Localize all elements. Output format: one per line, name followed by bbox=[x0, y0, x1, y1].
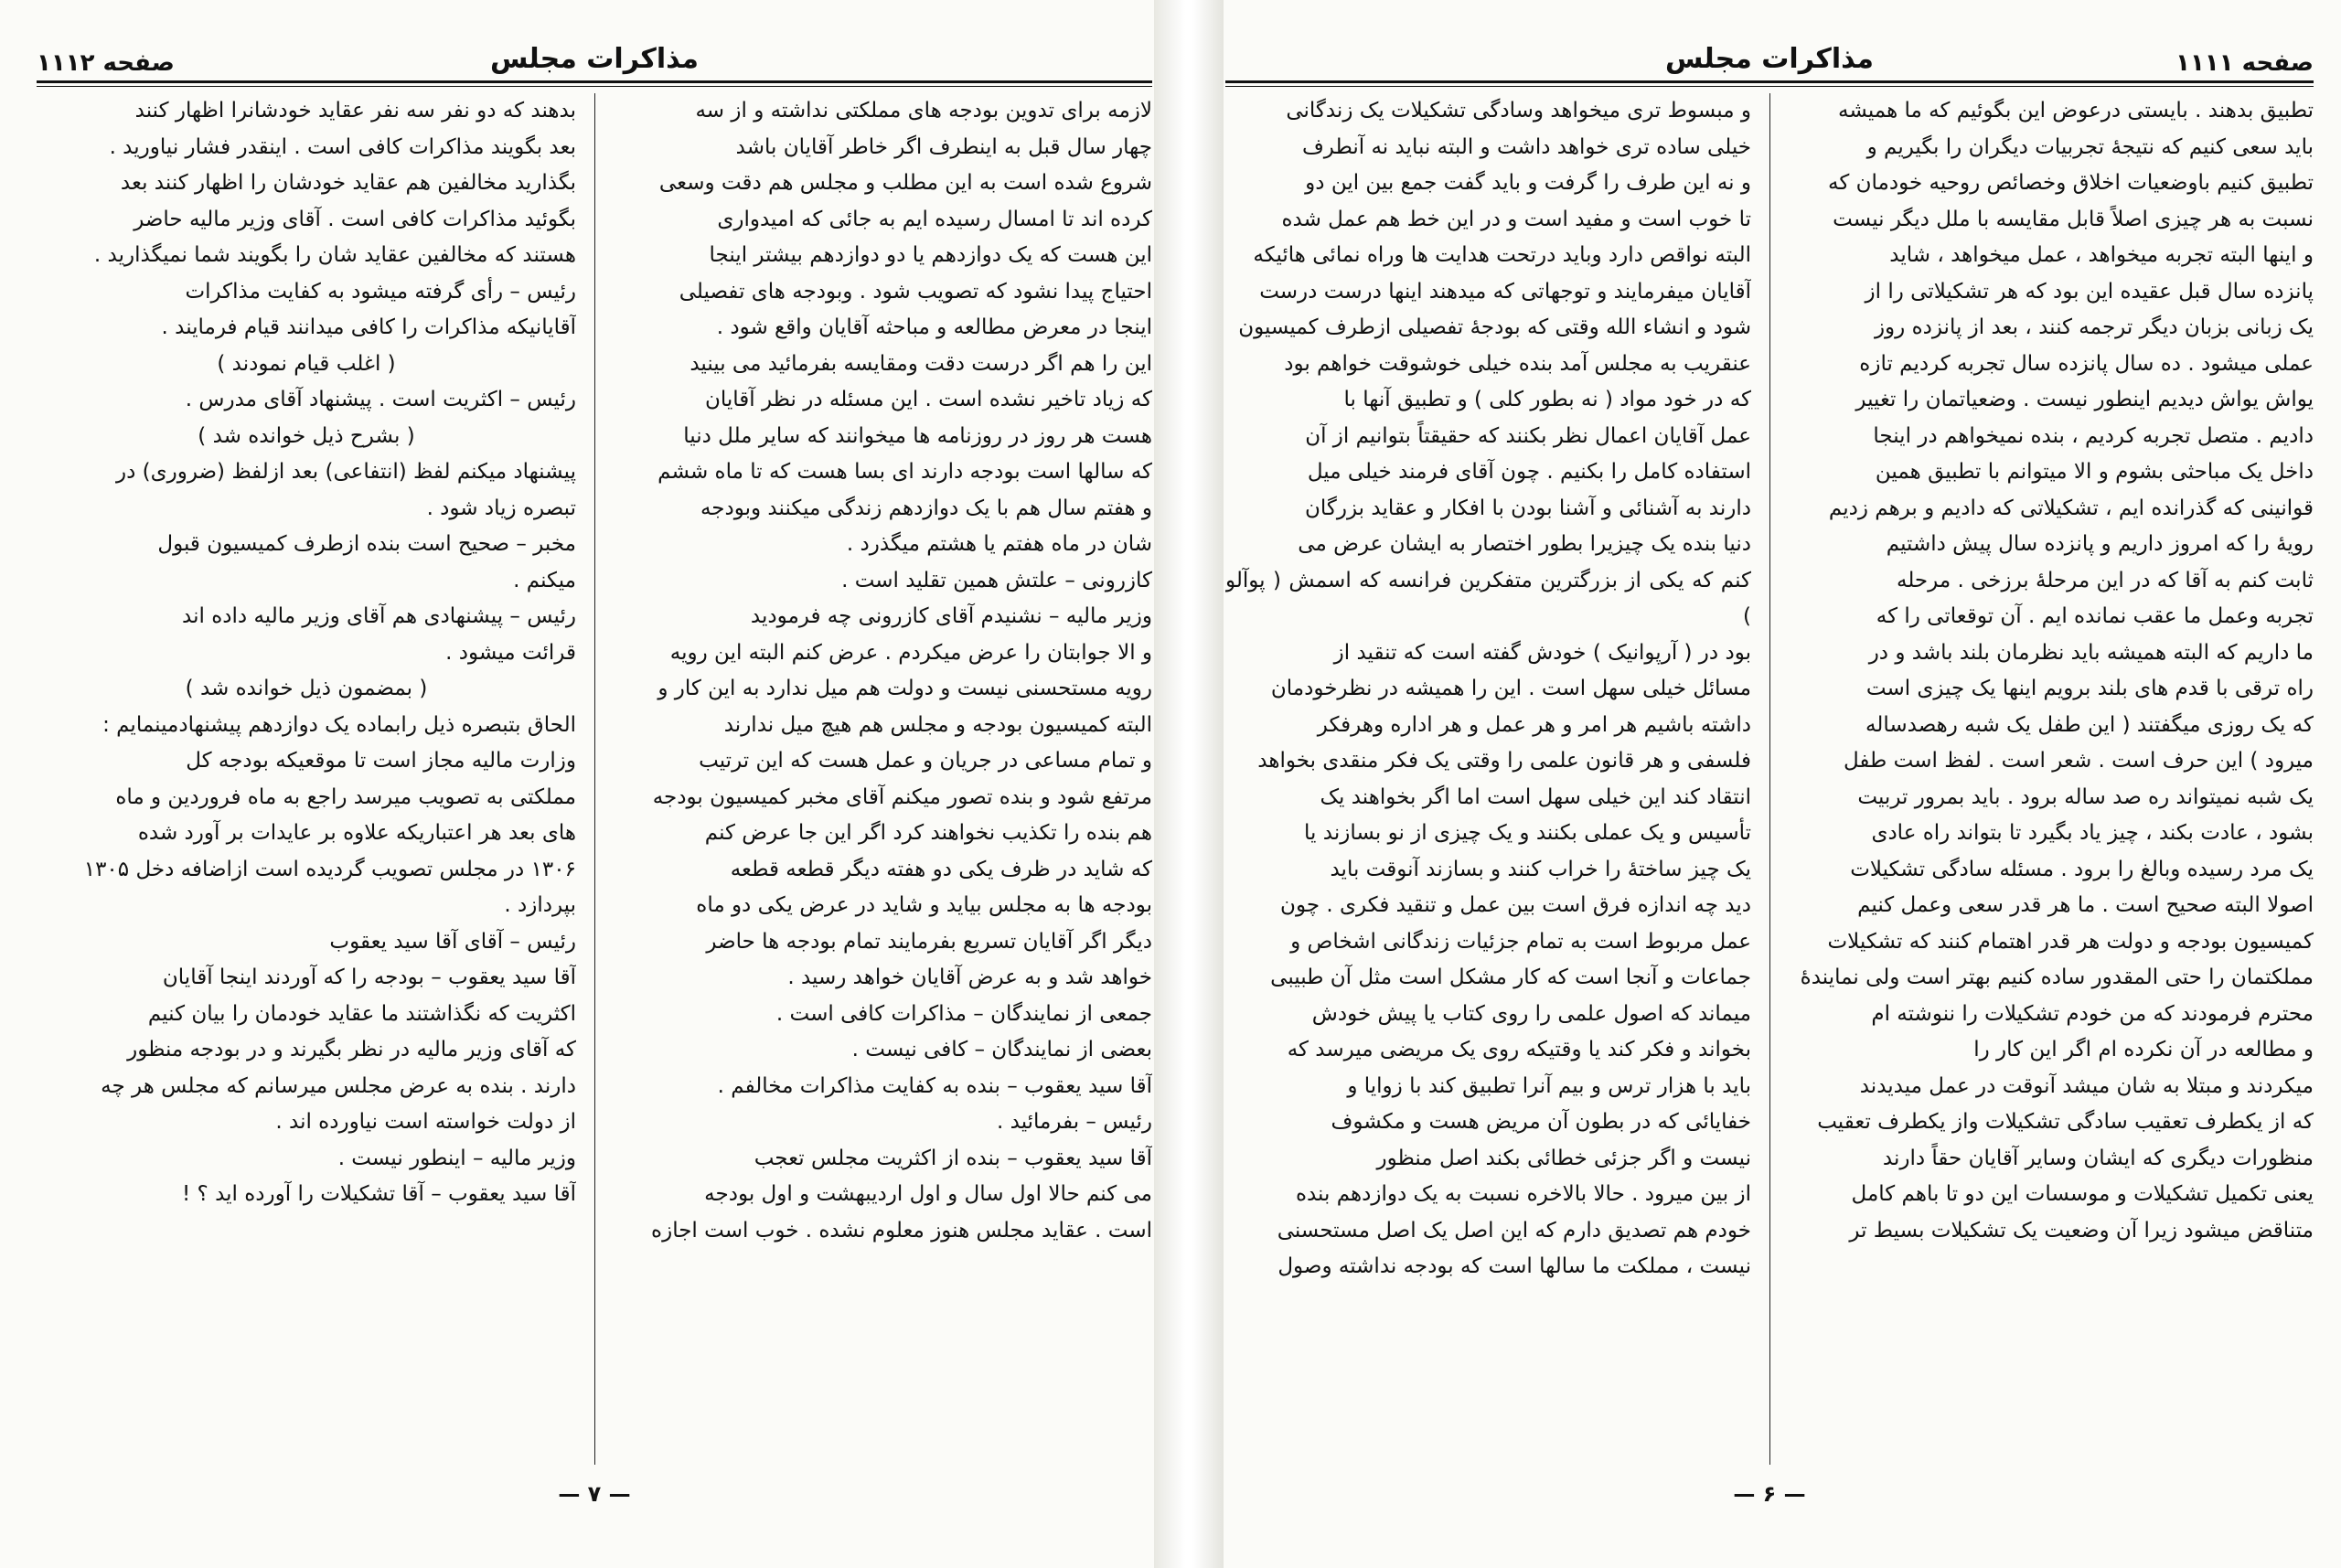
text-line: که یک روزی میگفتند ( این طفل یک شبه رهصدساله bbox=[1865, 712, 2314, 737]
right-page bbox=[1225, 0, 2314, 1568]
left-page bbox=[37, 0, 1152, 1568]
text-line: و الا جوابتان را عرض میکردم . عرض کنم البته این رویه bbox=[669, 640, 1152, 665]
text-line: منظورات دیگری که ایشان وسایر آقایان حقاً دارند bbox=[1882, 1146, 2314, 1170]
text-line: که آقای وزیر مالیه در نظر بگیرند و در بودجه منظور bbox=[127, 1038, 576, 1061]
text-line: تأسیس و یک عملی بکنند و یک چیزی از نو بسازند یا bbox=[1304, 821, 1751, 845]
text-line: که در خود مواد ( نه بطور کلی ) و تطبیق آنها با bbox=[1343, 388, 1751, 411]
text-line: اینجا در معرض مطالعه و مباحثه آقایان واقع شود . bbox=[716, 315, 1152, 339]
text-line: و تمام مساعی در جریان و عمل هست که این ترتیب bbox=[699, 749, 1152, 773]
text-line: جمعی از نمایندگان – مذاکرات کافی است . bbox=[775, 1001, 1152, 1026]
text-line: میکنم . bbox=[513, 568, 576, 592]
text-line: نیست ، مملکت ما سالها است که بودجه نداشته وصول bbox=[1277, 1254, 1751, 1278]
left-page-header-rule bbox=[37, 80, 1152, 87]
text-line: تطبیق کنیم باوضعیات اخلاق وخصائص روحیه خودمان که bbox=[1828, 171, 2314, 195]
text-line: عنقریب به مجلس آمد بنده خیلی خوشوقت خواهم بود bbox=[1284, 351, 1751, 376]
text-line: و هفتم سال هم با یک دوازدهم زندگی میکنند وبودجه bbox=[700, 496, 1152, 520]
text-line: رئیس – آقای آقا سید یعقوب bbox=[329, 929, 576, 954]
text-line: ۱۳۰۶ در مجلس تصویب گردیده است ازاضافه دخل ۱۳۰۵ bbox=[83, 857, 576, 881]
text-line: مملکتمان را حتی المقدور ساده کنیم بهتر است ولی نمایندهٔ bbox=[1800, 965, 2314, 989]
text-line: آقا سید یعقوب – آقا تشکیلات را آورده اید ؟ ! bbox=[182, 1182, 576, 1206]
text-line: دید چه اندازه فرق است بین عمل و تنقید فکری . چون bbox=[1280, 893, 1751, 917]
left-page-header-title: مذاکرات مجلس bbox=[489, 43, 700, 75]
text-line: باید با هزار ترس و بیم آنرا تطبیق کند با زوایا و bbox=[1347, 1073, 1751, 1098]
text-line: مرتفع شود و بنده تصور میکنم آقای مخبر کمیسیون بودجه bbox=[652, 784, 1152, 809]
text-line: بدهند که دو نفر سه نفر عقاید خودشانرا اظهار کنند bbox=[134, 99, 576, 123]
text-line: دیگر اگر آقایان تسریع بفرمایند تمام بودجه ها حاضر bbox=[706, 929, 1152, 954]
text-line: رویهٔ را که امروز داریم و پانزده سال پیش داشتیم bbox=[1886, 532, 2314, 556]
text-line: اکثریت که نگذاشتند ما عقاید خودمان را بیان کنیم bbox=[147, 1001, 576, 1026]
left-page-footer: — ۷ — bbox=[558, 1481, 631, 1507]
text-line: خیلی ساده تری خواهد داشت و البته نباید نه آنطرف bbox=[1301, 134, 1751, 159]
text-line: دنیا بنده یک چیزیرا بطور اختصار به ایشان عرض می bbox=[1298, 532, 1751, 556]
text-line: قرائت میشود . bbox=[445, 640, 576, 665]
text-line: ( اغلب قیام نمودند ) bbox=[217, 351, 396, 376]
text-line: که شاید در ظرف یکی دو هفته دیگر قطعه قطعه bbox=[730, 857, 1152, 881]
text-line: یواش یواش دیدیم اینطور نیست . وضعیاتمان را تغییر bbox=[1855, 388, 2314, 411]
text-line: باید سعی کنیم که نتیجهٔ تجربیات دیگران را بگیریم و bbox=[1866, 134, 2314, 159]
text-line: میماند که اصول علمی را روی کتاب یا پیش خودش bbox=[1311, 1001, 1751, 1026]
text-line: آقا سید یعقوب – بنده از اکثریت مجلس تعجب bbox=[754, 1146, 1152, 1170]
text-line: آقایانیکه مذاکرات را کافی میدانند قیام فرمایند . bbox=[161, 315, 576, 339]
text-line: قوانینی که گذرانده ایم ، تشکیلاتی که دادیم و برهم زدیم bbox=[1828, 496, 2314, 520]
text-line: بعضی از نمایندگان – کافی نیست . bbox=[851, 1038, 1152, 1061]
left-page-number: صفحه ۱۱۱۲ bbox=[37, 49, 175, 77]
text-line: می کنم حالا اول سال و اول اردیبهشت و اول بودجه bbox=[704, 1182, 1152, 1206]
text-line: کمیسیون بودجه و دولت هر قدر اهتمام کنند که تشکیلات bbox=[1827, 929, 2314, 954]
right-page-column-right bbox=[1788, 93, 2314, 1465]
text-line: وزارت مالیه مجاز است تا موقعیکه بودجه کل bbox=[186, 749, 576, 773]
text-line: رئیس – بفرمائید . bbox=[997, 1110, 1152, 1134]
text-line: متناقض میشود زیرا آن وضعیت یک تشکیلات بسیط تر bbox=[1849, 1218, 2314, 1243]
text-line: بودجه ها به مجلس بیاید و شاید در عرض یکی دو ماه bbox=[696, 893, 1152, 917]
text-line: وزیر مالیه – اینطور نیست . bbox=[337, 1146, 576, 1170]
left-page-header bbox=[37, 35, 1152, 77]
text-line: تا خوب است و مفید است و در این خط هم عمل شده bbox=[1281, 207, 1751, 231]
text-line: دادیم . متصل تجربه کردیم ، بنده نمیخواهم در اینجا bbox=[1873, 423, 2314, 448]
text-line: محترم فرمودند که من خودم تشکیلات را ننوشته ام bbox=[1871, 1001, 2314, 1026]
text-line: بخواند و فکر کند یا وقتیکه روی یک مریضی میرسد که bbox=[1287, 1038, 1751, 1061]
text-line: عملی میشود . ده سال پانزده سال تجربه کردیم تازه bbox=[1859, 351, 2314, 376]
text-line: و مطالعه در آن نکرده ام اگر این کار را bbox=[1973, 1038, 2314, 1061]
text-line: تطبیق بدهند . بایستی درعوض این بگوئیم که ما همیشه bbox=[1837, 99, 2314, 123]
text-line: بشود ، عادت بکند ، چیز یاد بگیرد تا بتواند راه عادی bbox=[1871, 821, 2314, 845]
text-line: و نه این طرف را گرفت و باید گفت جمع بین این دو bbox=[1305, 171, 1751, 195]
text-line: از بین میرود . حالا بالاخره نسبت به یک دوازدهم بنده bbox=[1295, 1182, 1751, 1206]
text-line: بگذارید مخالفین هم عقاید خودشان را اظهار کنند بعد bbox=[120, 171, 576, 195]
text-line: خودم هم تصدیق دارم که این اصل یک اصل مستحسنی bbox=[1277, 1218, 1751, 1243]
text-line: جماعات و آنجا است که کار مشکل است مثل آن طبیبی bbox=[1270, 965, 1751, 989]
text-line: هست هر روز در روزنامه ها میخوانند که سایر ملل دنیا bbox=[683, 423, 1152, 448]
right-page-footer: — ۶ — bbox=[1733, 1481, 1806, 1507]
text-line: دارند . بنده به عرض مجلس میرسانم که مجلس هر چه bbox=[101, 1073, 576, 1098]
text-line: عمل آقایان اعمال نظر بکنند که حقیقتاً بتوانیم از آن bbox=[1305, 423, 1751, 448]
right-page-number: صفحه ۱۱۱۱ bbox=[2175, 49, 2314, 77]
text-line: یک شبه نمیتواند ره صد ساله برود . باید بمرور تربیت bbox=[1857, 784, 2314, 809]
text-line: مملکتی به تصویب میرسد راجع به ماه فروردین و ماه bbox=[115, 784, 576, 809]
text-line: از دولت خواسته است نیاورده اند . bbox=[275, 1110, 576, 1134]
text-line: شان در ماه هفتم یا هشتم میگذرد . bbox=[846, 532, 1152, 556]
text-line: مسائل خیلی سهل است . این را همیشه در نظرخودمان bbox=[1270, 677, 1751, 700]
text-line: کرده اند تا امسال رسیده ایم به جائی که امیدواری bbox=[717, 207, 1152, 231]
text-line: داشته باشیم هر امر و هر عمل و هر اداره وهرفکر bbox=[1317, 712, 1751, 737]
text-line: بعد بگویند مذاکرات کافی است . اینقدر فشار نیاورید . bbox=[109, 134, 576, 159]
left-page-column-right bbox=[613, 93, 1152, 1465]
text-line: وزیر مالیه – نشنیدم آقای کازرونی چه فرمودید bbox=[750, 604, 1152, 628]
text-line: رئیس – اکثریت است . پیشنهاد آقای مدرس . bbox=[185, 388, 576, 411]
text-line: یک چیز ساختهٔ را خراب کنند و بسازند آنوقت باید bbox=[1330, 857, 1751, 881]
text-line: آقا سید یعقوب – بنده به کفایت مذاکرات مخالفم . bbox=[717, 1073, 1152, 1098]
text-line: این را هم اگر درست دقت ومقایسه بفرمائید می بینید bbox=[689, 351, 1152, 376]
text-line: انتقاد کند این خیلی سهل است اما اگر بخواهند یک bbox=[1320, 784, 1751, 809]
right-page-column-divider bbox=[1769, 93, 1770, 1465]
text-line: ( بمضمون ذیل خوانده شد ) bbox=[185, 677, 428, 700]
right-page-header-rule bbox=[1225, 80, 2314, 87]
text-line: خواهد شد و به عرض آقایان خواهد رسید . bbox=[787, 965, 1152, 989]
text-line: داخل یک مباحثی بشوم و الا میتوانم با تطبیق همین bbox=[1875, 460, 2314, 484]
text-line: رویه مستحسنی نیست و دولت هم میل ندارد به این کار و bbox=[657, 677, 1152, 700]
text-line: لازمه برای تدوین بودجه های مملکتی نداشته و از سه bbox=[695, 99, 1152, 123]
text-line: پانزده سال قبل عقیده این بود که هر تشکیلاتی را از bbox=[1865, 279, 2314, 304]
text-line: بگوئید مذاکرات کافی است . آقای وزیر مالیه حاضر bbox=[134, 207, 576, 231]
text-line: میرود ) این حرف است . شعر است . لفظ است طفل bbox=[1844, 749, 2314, 773]
left-page-column-left bbox=[37, 93, 576, 1465]
text-line: دارند به آشنائی و آشنا بودن با افکار و عقاید بزرگان bbox=[1305, 496, 1751, 520]
text-line: رئیس – پیشنهادی هم آقای وزیر مالیه داده اند bbox=[182, 604, 576, 628]
text-line: رئیس – رأی گرفته میشود به کفایت مذاکرات bbox=[185, 279, 576, 304]
text-line: هستند که مخالفین عقاید شان را بگویند شما نمیگذارید . bbox=[93, 243, 576, 267]
text-line: های بعد هر اعتباریکه علاوه بر عایدات بر آورد شده bbox=[137, 821, 576, 845]
text-line: که سالها است بودجه دارند ای بسا هست که تا ماه ششم bbox=[657, 460, 1152, 484]
text-line: هم بنده را تکذیب نخواهند کرد اگر این جا عرض کنم bbox=[704, 821, 1152, 845]
text-line: ( بشرح ذیل خوانده شد ) bbox=[198, 423, 415, 448]
text-line: بود در ( آرپوانیک ) خودش گفته است که تنقید از bbox=[1333, 640, 1751, 665]
text-line: نسبت به هر چیزی اصلاً قابل مقایسه با ملل دیگر نیست bbox=[1833, 207, 2314, 231]
text-line: است . عقاید مجلس هنوز معلوم نشده . خوب است اجازه bbox=[651, 1218, 1152, 1243]
text-line: یک مرد رسیده وبالغ را برود . مسئله سادگی تشکیلات bbox=[1850, 857, 2314, 881]
text-line: ما داریم که البته همیشه باید نظرمان بلند باشد و در bbox=[1868, 640, 2314, 665]
text-line: پیشنهاد میکنم لفظ (انتفاعی) بعد ازلفظ (ضروری) در bbox=[115, 460, 576, 484]
text-line: تبصره زیاد شود . bbox=[426, 496, 576, 520]
text-line: عمل مربوط است به تمام جزئیات زندگانی اشخاص و bbox=[1290, 929, 1751, 954]
text-line: البته کمیسیون بودجه و مجلس هم هیچ میل ندارند bbox=[723, 712, 1152, 737]
right-page-column-left bbox=[1225, 93, 1751, 1465]
text-line: راه ترقی با قدم های بلند برویم اینها یک چیزی است bbox=[1865, 677, 2314, 700]
right-page-header-title: مذاکرات مجلس bbox=[1664, 43, 1875, 75]
text-line: مخبر – صحیح است بنده ازطرف کمیسیون قبول bbox=[157, 532, 576, 556]
text-line: آقا سید یعقوب – بودجه را که آوردند اینجا آقایان bbox=[162, 965, 576, 989]
text-line: که زیاد تاخیر نشده است . این مسئله در نظر آقایان bbox=[704, 388, 1152, 411]
text-line: و مبسوط تری میخواهد وسادگی تشکیلات یک زندگانی bbox=[1286, 99, 1751, 123]
text-line: کازرونی – علتش همین تقلید است . bbox=[841, 568, 1152, 592]
text-line: چهار سال قبل به اینطرف اگر خاطر آقایان باشد bbox=[735, 134, 1152, 159]
left-page-column-divider bbox=[594, 93, 595, 1465]
text-line: یک زبانی بزبان دیگر ترجمه کنند ، بعد از پانزده روز bbox=[1874, 315, 2314, 339]
text-line: الحاق بتبصره ذیل رابماده یک دوازدهم پیشنهادمینمایم : bbox=[102, 712, 576, 737]
text-line: استفاده کامل را بکنیم . چون آقای فرمند خیلی میل bbox=[1307, 460, 1751, 484]
text-line: میکردند و مبتلا به شان میشد آنوقت در عمل میدیدند bbox=[1859, 1073, 2314, 1098]
text-line: این هست که یک دوازدهم یا دو دوازدهم بیشتر اینجا bbox=[709, 243, 1152, 267]
text-line: شود و انشاء الله وقتی که بودجهٔ تفصیلی ازطرف کمیسیون bbox=[1238, 315, 1751, 339]
text-line: تجربه وعمل ما عقب نمانده ایم . آن توقعاتی را که bbox=[1876, 604, 2314, 628]
text-line: فلسفی و هر قانون علمی را وقتی یک فکر منقدی بخواهد bbox=[1257, 749, 1751, 773]
text-line: خفایائی که در بطون آن مریض هست و مکشوف bbox=[1331, 1110, 1751, 1134]
text-line: یعنی تکمیل تشکیلات و موسسات این دو تا باهم کامل bbox=[1851, 1182, 2314, 1206]
book-gutter bbox=[1154, 0, 1224, 1568]
text-line: احتیاج پیدا نشود که تصویب شود . وبودجه های تفصیلی bbox=[679, 279, 1152, 304]
right-page-header bbox=[1225, 35, 2314, 77]
text-line: نیست و اگر جزئی خطائی بکند اصل منظور bbox=[1376, 1146, 1751, 1170]
text-line: اصولا البته صحیح است . ما هر قدر سعی وعمل کنیم bbox=[1857, 893, 2314, 917]
text-line: شروع شده است به این مطلب و مجلس هم دقت وسعی bbox=[658, 171, 1152, 195]
text-line: آقایان میفرمایند و توجهاتی که میدهند اینها درست درست bbox=[1259, 279, 1751, 304]
text-line: که از یکطرف تعقیب سادگی تشکیلات واز یکطرف تعقیب bbox=[1817, 1110, 2314, 1134]
text-line: ثابت کنم به آقا که در این مرحلهٔ برزخی . مرحله bbox=[1896, 568, 2314, 592]
text-line: بپردازد . bbox=[504, 893, 576, 917]
text-line: و اینها البته تجربه میخواهد ، عمل میخواهد ، شاید bbox=[1889, 243, 2314, 267]
text-line: کنم که یکی از بزرگترین متفکرین فرانسه که اسمش ( پوآلو ) bbox=[1225, 568, 1751, 628]
text-line: البته نواقص دارد وباید درتحت هدایت ها وراه نمائی هائیکه bbox=[1253, 243, 1751, 267]
